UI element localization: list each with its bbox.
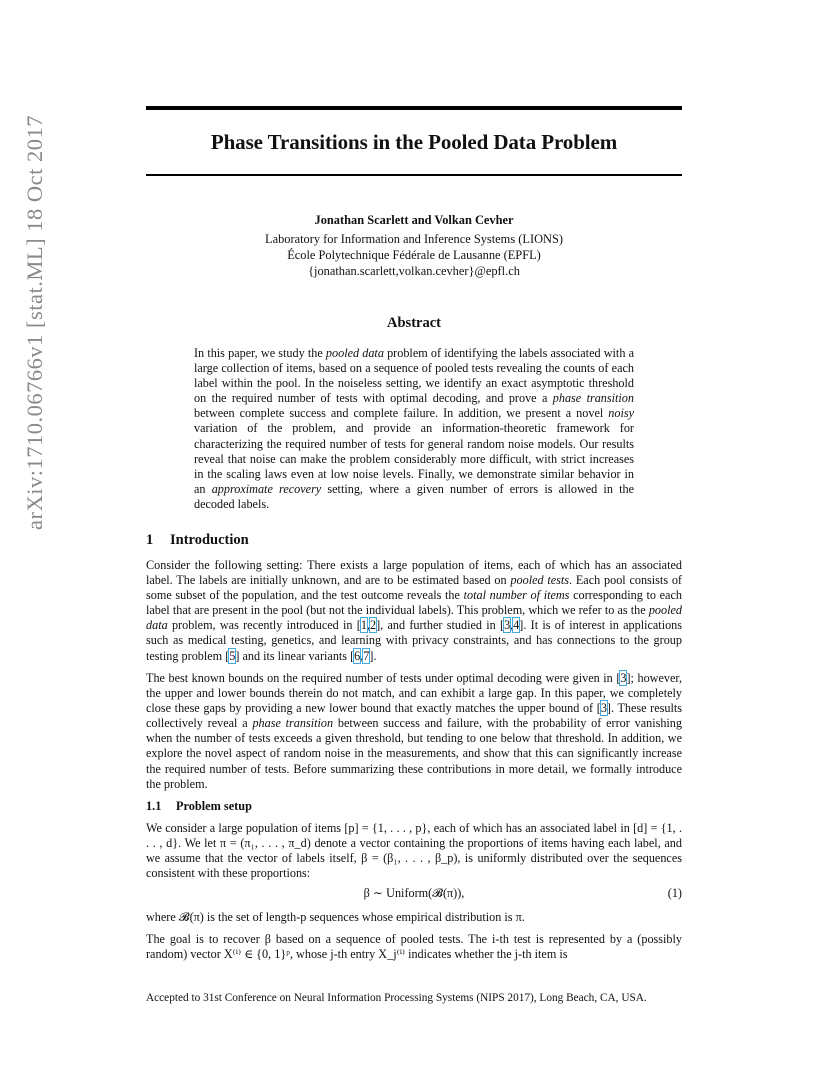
abstract-emph: approximate recovery — [211, 481, 322, 496]
para-text: ] and its linear variants [ — [235, 648, 355, 663]
para-text: , — [360, 648, 364, 663]
para-text: ], and further studied in [ — [376, 618, 505, 633]
setup-paragraph-1 — [146, 821, 682, 881]
setup-paragraph-3 — [146, 932, 682, 962]
para-text: ]. It is of interest in applications such as medical testing, genetics, and learning with privacy constraints, and has connections to the group testing problem [ — [146, 618, 683, 663]
abstract-emph: phase transition — [552, 391, 634, 406]
arxiv-side-stamp: arXiv:1710.06766v1 [stat.ML] 18 Oct 2017 — [22, 115, 47, 530]
para-text: We consider a large population of items [p] = {1, . . . , p}, each of which has an associated label in [d] = {1, . . . , d}. We let π = (π₁, . . . , π_d) denote a vector containing the proportions of items having each label, and we assume that the vector of labels itself, β = (β₁, . . . , β_p), is uniformly distributed over the sequences consistent with these proportions: — [146, 821, 682, 881]
paper-title: Phase Transitions in the Pooled Data Problem — [210, 130, 618, 154]
affiliation-line-2: École Polytechnique Fédérale de Lausanne (EPFL) — [287, 248, 541, 262]
para-emph: pooled tests — [510, 573, 570, 588]
section-heading-introduction — [146, 532, 249, 549]
para-emph: pooled data — [146, 603, 682, 633]
para-emph: total number of items — [463, 588, 570, 603]
para-text: , — [366, 618, 370, 633]
intro-paragraph-1 — [146, 558, 682, 664]
citation-link[interactable]: 4 — [513, 618, 520, 633]
equation-number: (1) — [667, 886, 682, 900]
citation-link[interactable]: 6 — [354, 648, 361, 663]
author-names: Jonathan Scarlett and Volkan Cevher — [314, 213, 514, 227]
section-number: 1 — [146, 532, 154, 548]
section-title: Introduction — [170, 532, 249, 548]
citation-link[interactable]: 3 — [620, 671, 627, 685]
citation-link[interactable]: 1 — [360, 618, 367, 633]
title-rule-top — [146, 106, 682, 110]
para-text: ]; however, the upper and lower bounds therein do not match, and can exhibit a large gap. In this paper, we completely close these gaps by providing a new lower bound that exactly matches the upper bound of [ — [146, 671, 682, 716]
subsection-heading-problem-setup — [146, 799, 252, 814]
para-text: ]. — [369, 648, 377, 663]
para-text: The goal is to recover β based on a sequence of pooled tests. The i-th test is represented by a (possibly random) vector X⁽ⁱ⁾ ∈ {0, 1}ᵖ, whose j-th entry X_j⁽ⁱ⁾ indicates whether the j-th item is — [146, 932, 682, 962]
para-text: ]. These results collectively reveal a — [146, 701, 682, 731]
abstract-text: setting, where a given number of errors is allowed in the decoded labels. — [194, 481, 634, 511]
subsection-title: Problem setup — [176, 799, 252, 813]
para-emph: phase transition — [252, 716, 334, 731]
abstract-text: problem of identifying the labels associated with a large collection of items, based on a sequence of pooled tests revealing the counts of each label within the pool. In the noiseless setting, we identify an exact asymptotic threshold on the required number of tests with optimal decoding, and prove a — [194, 346, 634, 406]
citation-link[interactable]: 5 — [229, 648, 236, 663]
footnote-conference: Accepted to 31st Conference on Neural Information Processing Systems (NIPS 2017), Long Beach, CA, USA. — [146, 992, 647, 1004]
citation-link[interactable]: 3 — [504, 618, 511, 633]
abstract-text: variation of the problem, and provide an information-theoretic framework for characterizing the required number of tests for general random noise models. Our results reveal that noise can make the problem considerably more difficult, with strict increases in the scaling laws even at low noise levels. Finally, we demonstrate similar behavior in an — [194, 421, 634, 496]
para-text: , — [510, 618, 514, 633]
para-text: corresponding to each label that are present in the pool (but not the individual labels). This problem, which we refer to as the — [146, 588, 682, 618]
abstract-emph: pooled data — [325, 346, 384, 360]
para-text: problem, was recently introduced in [ — [167, 618, 361, 633]
abstract-emph: noisy — [608, 406, 634, 421]
para-text: Consider the following setting: There exists a large population of items, each of which has an associated label. The labels are initially unknown, and are to be estimated based on — [146, 558, 682, 588]
title-rule-bottom — [146, 174, 682, 176]
equation-expression: β ∼ Uniform(𝓑(π)), — [363, 886, 465, 900]
abstract-body — [194, 346, 634, 512]
para-text: where 𝓑(π) is the set of length-p sequences whose empirical distribution is π. — [146, 910, 525, 924]
para-text: . Each pool consists of some subset of the population, and the test outcome reveals the — [146, 573, 682, 603]
abstract-heading: Abstract — [387, 315, 441, 331]
setup-paragraph-2 — [146, 910, 682, 925]
para-text: The best known bounds on the required number of tests under optimal decoding were given in [ — [146, 671, 621, 685]
author-email: {jonathan.scarlett,volkan.cevher}@epfl.ch — [308, 264, 520, 278]
subsection-number: 1.1 — [146, 799, 162, 813]
abstract-text: between complete success and complete failure. In addition, we present a novel — [194, 406, 609, 421]
para-text: between success and failure, with the probability of error vanishing when the number of tests exceeds a given threshold, but tending to one below that threshold. In addition, we explore the novel aspect of random noise in the measurements, and show that this can significantly increase the required number of tests. Before summarizing these contributions in more detail, we formally introduce the problem. — [146, 716, 682, 791]
citation-link[interactable]: 7 — [363, 648, 370, 663]
intro-paragraph-2 — [146, 671, 682, 792]
author-block — [146, 212, 682, 279]
citation-link[interactable]: 2 — [369, 618, 377, 633]
citation-link[interactable]: 3 — [600, 701, 607, 716]
affiliation-line-1: Laboratory for Information and Inference Systems (LIONS) — [265, 232, 563, 246]
abstract-text: In this paper, we study the — [194, 346, 326, 360]
